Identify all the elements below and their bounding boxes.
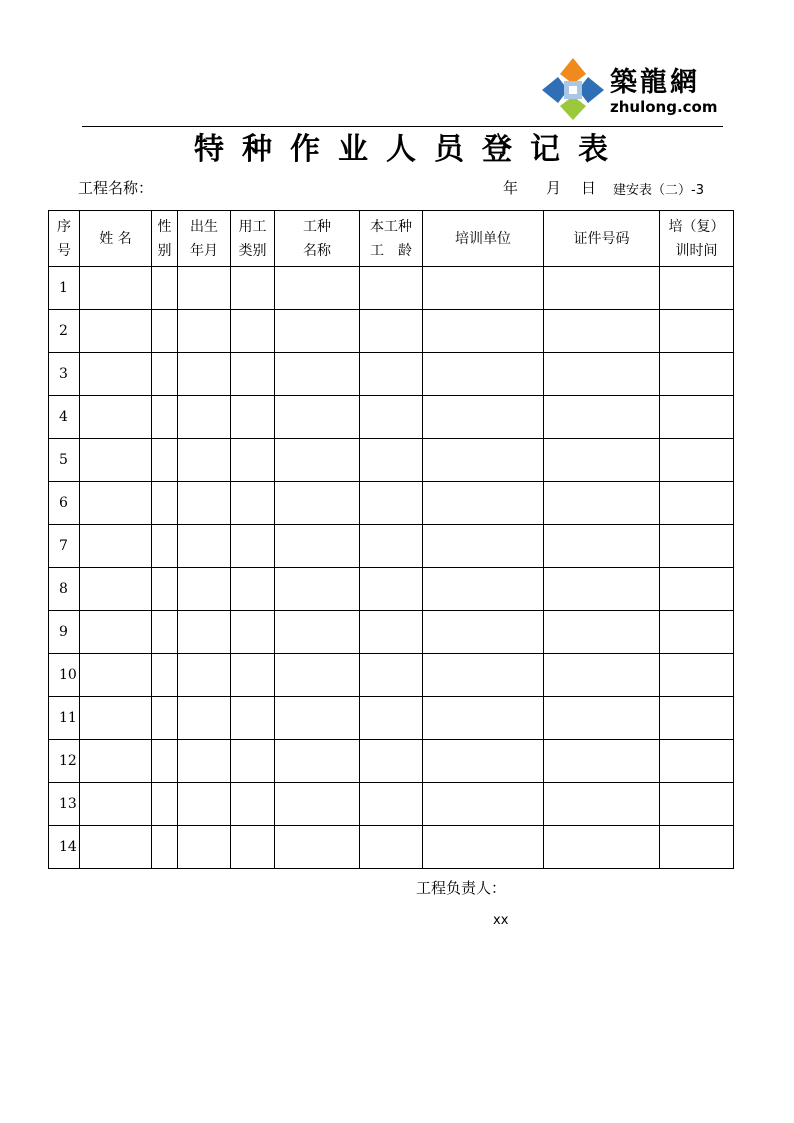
table-cell[interactable] — [231, 826, 275, 869]
date-day-label: 日 — [581, 179, 597, 197]
table-cell[interactable] — [178, 740, 231, 783]
table-cell[interactable] — [231, 353, 275, 396]
table-cell[interactable] — [178, 654, 231, 697]
column-header-line2: 号 — [57, 242, 71, 259]
table-row — [49, 783, 734, 826]
table-cell[interactable] — [544, 525, 660, 568]
date-year-label: 年 — [503, 179, 519, 197]
table-cell[interactable] — [231, 396, 275, 439]
table-cell[interactable] — [423, 654, 544, 697]
table-cell[interactable] — [152, 697, 178, 740]
table-cell[interactable] — [231, 310, 275, 353]
table-row — [49, 654, 734, 697]
table-cell[interactable] — [231, 267, 275, 310]
table-cell[interactable] — [660, 740, 734, 783]
table-cell[interactable] — [80, 439, 152, 482]
table-cell[interactable] — [544, 482, 660, 525]
table-cell[interactable] — [660, 310, 734, 353]
table-row — [49, 611, 734, 654]
table-row — [49, 482, 734, 525]
column-header-line2: 别 — [157, 242, 172, 259]
table-cell[interactable] — [423, 525, 544, 568]
table-cell[interactable] — [231, 783, 275, 826]
table-cell[interactable] — [423, 697, 544, 740]
table-cell[interactable] — [360, 353, 423, 396]
table-cell[interactable] — [660, 267, 734, 310]
table-row — [49, 396, 734, 439]
table-cell[interactable] — [80, 568, 152, 611]
table-cell[interactable] — [423, 396, 544, 439]
table-cell[interactable] — [423, 826, 544, 869]
table-row — [49, 267, 734, 310]
row-number: 11 — [49, 697, 80, 740]
table-cell[interactable] — [360, 826, 423, 869]
row-number: 14 — [49, 826, 80, 869]
table-cell[interactable] — [275, 396, 360, 439]
table-cell[interactable] — [275, 826, 360, 869]
project-name-label: 工程名称： — [78, 179, 154, 197]
table-cell[interactable] — [231, 611, 275, 654]
table-cell[interactable] — [152, 310, 178, 353]
table-cell[interactable] — [544, 740, 660, 783]
table-cell[interactable] — [152, 826, 178, 869]
table-cell[interactable] — [360, 611, 423, 654]
table-header-row — [49, 211, 734, 267]
table-cell[interactable] — [178, 525, 231, 568]
zhulong-logo — [540, 56, 720, 122]
table-cell[interactable] — [360, 568, 423, 611]
table-cell[interactable] — [544, 267, 660, 310]
row-number: 3 — [49, 353, 80, 396]
column-header-line2: 工 龄 — [370, 242, 412, 259]
row-number: 13 — [49, 783, 80, 826]
column-header-line1: 性 — [157, 218, 172, 235]
table-cell[interactable] — [275, 611, 360, 654]
table-cell[interactable] — [660, 439, 734, 482]
table-cell[interactable] — [544, 697, 660, 740]
column-header-3 — [178, 211, 231, 267]
column-header-5 — [275, 211, 360, 267]
table-cell[interactable] — [275, 482, 360, 525]
table-cell[interactable] — [275, 740, 360, 783]
column-header-8 — [544, 211, 660, 267]
table-cell[interactable] — [152, 611, 178, 654]
table-cell[interactable] — [360, 310, 423, 353]
table-cell[interactable] — [360, 482, 423, 525]
table-cell[interactable] — [178, 568, 231, 611]
table-cell[interactable] — [275, 439, 360, 482]
table-cell[interactable] — [360, 654, 423, 697]
table-cell[interactable] — [275, 568, 360, 611]
table-row — [49, 525, 734, 568]
table-row — [49, 310, 734, 353]
table-cell[interactable] — [80, 396, 152, 439]
column-header-line2: 训时间 — [675, 242, 718, 259]
table-cell[interactable] — [80, 654, 152, 697]
table-cell[interactable] — [660, 826, 734, 869]
column-header-line1: 培（复） — [668, 218, 725, 235]
table-cell[interactable] — [660, 697, 734, 740]
table-cell[interactable] — [275, 310, 360, 353]
header-rule — [82, 126, 723, 127]
table-cell[interactable] — [152, 396, 178, 439]
table-cell[interactable] — [360, 525, 423, 568]
column-header-line2: 年月 — [190, 242, 218, 259]
table-cell[interactable] — [178, 353, 231, 396]
table-cell[interactable] — [423, 783, 544, 826]
table-cell[interactable] — [275, 525, 360, 568]
table-cell[interactable] — [152, 525, 178, 568]
table-cell[interactable] — [360, 697, 423, 740]
table-cell[interactable] — [544, 611, 660, 654]
table-cell[interactable] — [423, 611, 544, 654]
column-header-4 — [231, 211, 275, 267]
column-header-7 — [423, 211, 544, 267]
table-row — [49, 697, 734, 740]
table-cell[interactable] — [178, 697, 231, 740]
table-cell[interactable] — [152, 568, 178, 611]
row-number: 9 — [49, 611, 80, 654]
table-cell[interactable] — [660, 654, 734, 697]
table-cell[interactable] — [152, 482, 178, 525]
table-cell[interactable] — [178, 783, 231, 826]
responsible-name: xx — [493, 913, 509, 928]
column-header-line1: 用工 — [238, 218, 267, 235]
table-cell[interactable] — [80, 353, 152, 396]
table-cell[interactable] — [544, 353, 660, 396]
table-cell[interactable] — [360, 439, 423, 482]
row-number: 8 — [49, 568, 80, 611]
table-cell[interactable] — [152, 439, 178, 482]
table-row — [49, 826, 734, 869]
row-number: 5 — [49, 439, 80, 482]
column-header-line2: 类别 — [238, 242, 267, 259]
page-title: 特种作业人员登记表 — [194, 132, 626, 167]
column-header-9 — [660, 211, 734, 267]
table-cell[interactable] — [231, 525, 275, 568]
table-cell[interactable] — [544, 654, 660, 697]
table-cell[interactable] — [423, 568, 544, 611]
column-header-line1: 工种 — [303, 218, 331, 235]
date-month-label: 月 — [546, 179, 562, 197]
table-cell[interactable] — [360, 740, 423, 783]
column-header-line1: 培训单位 — [455, 230, 511, 247]
table-cell[interactable] — [423, 310, 544, 353]
table-cell[interactable] — [80, 740, 152, 783]
table-cell[interactable] — [152, 783, 178, 826]
table-cell[interactable] — [231, 482, 275, 525]
table-cell[interactable] — [360, 783, 423, 826]
table-cell[interactable] — [544, 826, 660, 869]
table-cell[interactable] — [660, 568, 734, 611]
table-cell[interactable] — [544, 783, 660, 826]
table-cell[interactable] — [423, 439, 544, 482]
table-row — [49, 439, 734, 482]
row-number: 10 — [49, 654, 80, 697]
table-cell[interactable] — [178, 310, 231, 353]
table-body — [49, 267, 734, 869]
column-header-line1: 本工种 — [370, 218, 412, 235]
table-cell[interactable] — [660, 525, 734, 568]
table-row — [49, 353, 734, 396]
table-cell[interactable] — [231, 568, 275, 611]
table-cell[interactable] — [544, 439, 660, 482]
column-header-1 — [80, 211, 152, 267]
table-cell[interactable] — [275, 783, 360, 826]
table-cell[interactable] — [80, 267, 152, 310]
logo-url-text: zhulong.com — [610, 98, 718, 116]
column-header-line2: 名称 — [303, 242, 331, 259]
table-cell[interactable] — [152, 353, 178, 396]
table-cell[interactable] — [80, 482, 152, 525]
column-header-6 — [360, 211, 423, 267]
table-cell[interactable] — [80, 826, 152, 869]
form-code: 建安表（二）-3 — [613, 183, 704, 198]
project-responsible-label: 工程负责人： — [416, 879, 507, 897]
column-header-2 — [152, 211, 178, 267]
table-row — [49, 568, 734, 611]
table-cell[interactable] — [423, 482, 544, 525]
table-cell[interactable] — [178, 611, 231, 654]
table-cell[interactable] — [80, 525, 152, 568]
table-cell[interactable] — [178, 439, 231, 482]
table-cell[interactable] — [660, 611, 734, 654]
table-cell[interactable] — [80, 611, 152, 654]
table-cell[interactable] — [660, 353, 734, 396]
table-cell[interactable] — [178, 482, 231, 525]
table-cell[interactable] — [152, 267, 178, 310]
logo-chinese-text: 築龍網 — [610, 67, 700, 98]
row-number: 7 — [49, 525, 80, 568]
row-number: 2 — [49, 310, 80, 353]
table-row — [49, 740, 734, 783]
column-header-line1: 出生 — [190, 218, 218, 235]
row-number: 1 — [49, 267, 80, 310]
table-cell[interactable] — [178, 826, 231, 869]
table-cell[interactable] — [423, 267, 544, 310]
column-header-line1: 证件号码 — [573, 230, 630, 247]
row-number: 4 — [49, 396, 80, 439]
table-cell[interactable] — [231, 439, 275, 482]
row-number: 12 — [49, 740, 80, 783]
table-cell[interactable] — [231, 654, 275, 697]
logo-mark-icon — [540, 56, 606, 122]
table-cell[interactable] — [152, 654, 178, 697]
table-cell[interactable] — [80, 783, 152, 826]
table-cell[interactable] — [231, 697, 275, 740]
table-cell[interactable] — [231, 740, 275, 783]
table-cell[interactable] — [275, 353, 360, 396]
column-header-line1: 姓 名 — [99, 230, 132, 247]
table-cell[interactable] — [660, 396, 734, 439]
table-cell[interactable] — [80, 310, 152, 353]
table-cell[interactable] — [423, 740, 544, 783]
table-cell[interactable] — [275, 697, 360, 740]
table-cell[interactable] — [544, 310, 660, 353]
table-cell[interactable] — [544, 568, 660, 611]
table-cell[interactable] — [544, 396, 660, 439]
table-cell[interactable] — [152, 740, 178, 783]
table-cell[interactable] — [178, 396, 231, 439]
table-cell[interactable] — [275, 654, 360, 697]
row-number: 6 — [49, 482, 80, 525]
column-header-line1: 序 — [57, 218, 71, 235]
table-cell[interactable] — [660, 783, 734, 826]
table-cell[interactable] — [423, 353, 544, 396]
table-cell[interactable] — [275, 267, 360, 310]
table-cell[interactable] — [360, 267, 423, 310]
table-cell[interactable] — [80, 697, 152, 740]
column-header-0 — [49, 211, 80, 267]
registration-table — [48, 210, 734, 869]
table-cell[interactable] — [360, 396, 423, 439]
table-cell[interactable] — [178, 267, 231, 310]
table-cell[interactable] — [660, 482, 734, 525]
